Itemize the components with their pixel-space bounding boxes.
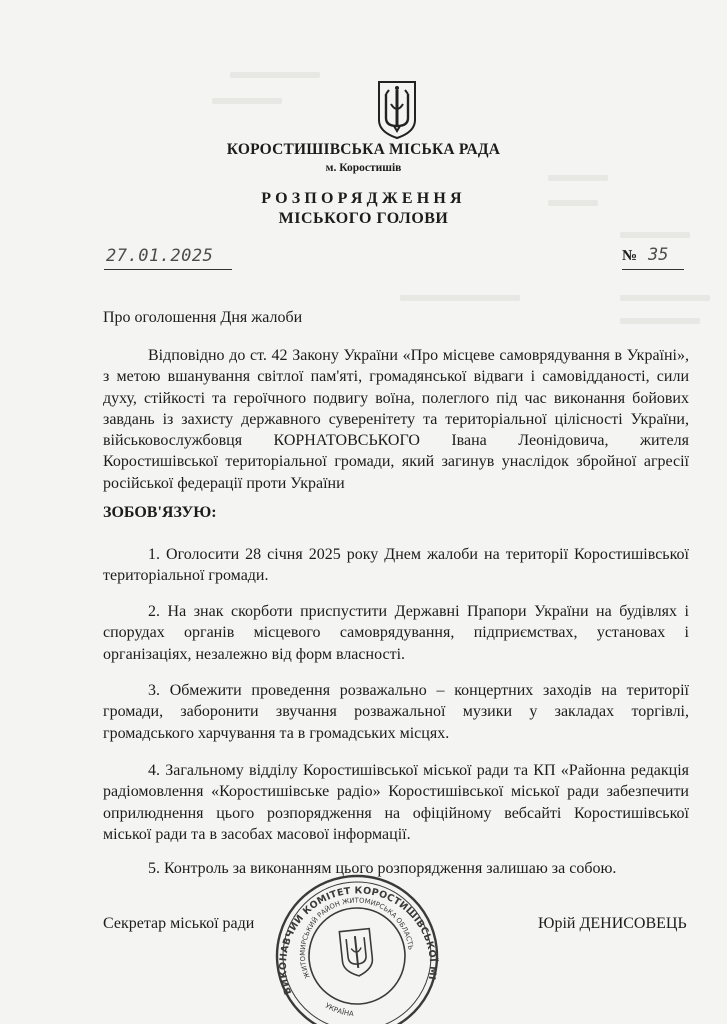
bleed-through-mark <box>230 72 320 78</box>
intro-paragraph: Відповідно до ст. 42 Закону України «Про місцеве самоврядування в Україні», з метою вшанування світлої пам'яті, громадянської відваги і самовідданості, сили духу, стійкості та героїчного подвигу воїна, полеглого під час виконання бойових завдань із захисту державного суверенітету та територіальної цілісності України, військовослужбовця КОРНАТОВСЬКОГО Івана Леонідовича, жителя Коростишівської територіальної громади, який загинув унаслідок збройної агресії російської федерації проти України <box>103 347 689 492</box>
bleed-through-mark <box>620 318 700 324</box>
section-heading: ЗОБОВ'ЯЗУЮ: <box>103 504 217 521</box>
order-item-3: 3. Обмежити проведення розважально – концертних заходів на території громади, заборонити звучання розважальної музики у закладах торгівлі, громадського харчування та в громадських місцях. <box>103 682 689 742</box>
official-seal-icon <box>268 868 446 1024</box>
order-item-5: 5. Контроль за виконанням цього розпорядження залишаю за собою. <box>148 860 617 877</box>
document-subject: Про оголошення Дня жалоби <box>103 309 303 326</box>
seal-bottom-text: УКРАЇНА <box>323 1001 355 1019</box>
organization-name: КОРОСТИШІВСЬКА МІСЬКА РАДА <box>226 141 501 158</box>
document-type: РОЗПОРЯДЖЕННЯ <box>261 190 466 207</box>
order-item-1: 1. Оголосити 28 січня 2025 року Днем жалоби на території Коростишівської територіальної громади. <box>103 546 689 585</box>
city-name: м. Коростишів <box>325 162 402 174</box>
number-field <box>622 247 684 270</box>
seal-emblem-icon <box>339 929 374 978</box>
document-type-subtitle: МІСЬКОГО ГОЛОВИ <box>278 210 449 227</box>
bleed-through-mark <box>212 98 282 104</box>
signatory-name: Юрій ДЕНИСОВЕЦЬ <box>538 915 687 932</box>
order-item-4: 4. Загальному відділу Коростишівської міської ради та КП «Районна редакція радіомовлення «Коростишівське радіо» Коростишівської міської ради забезпечити оприлюднення цього розпорядження на офіційному вебсайті Коростишівської міської ради та в засобах масової інформації. <box>103 762 689 843</box>
bleed-through-mark <box>400 295 520 301</box>
order-item-2: 2. На знак скорботи приспустити Державні Прапори України на будівлях і спорудах органів місцевого самоврядування, підприємствах, установах і організаціях, незалежно від форм власності. <box>103 603 689 663</box>
bleed-through-mark <box>620 232 690 238</box>
svg-text:ВИКОНАВЧИЙ КОМІТЕТ КОРОСТИШІВС <box>268 868 440 999</box>
handwritten-number: 35 <box>648 245 669 265</box>
handwritten-date: 27.01.2025 <box>106 246 214 266</box>
date-field <box>104 247 232 270</box>
number-label: № <box>622 248 638 264</box>
bleed-through-mark <box>620 295 710 301</box>
svg-text:УКРАЇНА <box>323 999 355 1021</box>
bleed-through-mark <box>548 175 608 181</box>
coat-of-arms-icon <box>376 80 418 140</box>
seal-inner-text: ЖИТОМИРСЬКИЙ РАЙОН ЖИТОМИРСЬКА ОБЛАСТЬ <box>298 896 415 980</box>
signatory-role: Секретар міської ради <box>103 915 255 932</box>
seal-outer-text: ВИКОНАВЧИЙ КОМІТЕТ КОРОСТИШІВСЬКОЇ МІСЬКОЇ <box>277 885 439 996</box>
